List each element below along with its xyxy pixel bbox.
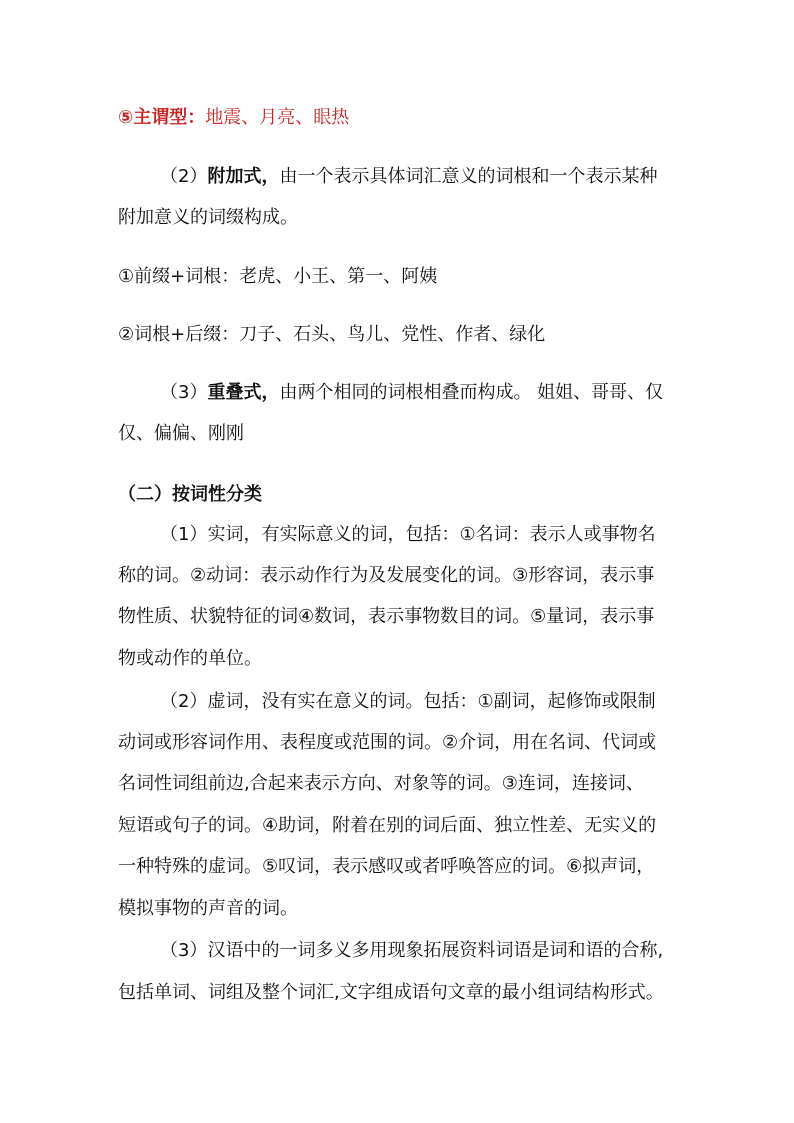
para1-line: 物或动作的单位。 xyxy=(118,648,262,669)
para1-line: （1）实词，有实际意义的词，包括：①名词：表示人或事物名 xyxy=(160,524,656,545)
reduplication-term: 重叠式， xyxy=(207,382,280,403)
para2-line: 模拟事物的声音的词。 xyxy=(118,898,298,919)
para2-line: 动词或形容词作用、表程度或范围的词。②介词，用在名词、代词或 xyxy=(118,732,657,753)
root-suffix-line: ②词根+后缀：刀子、石头、鸟儿、党性、作者、绿化 xyxy=(118,324,546,345)
reduplication-line-2: 仅、偏偏、刚刚 xyxy=(118,423,244,444)
para2-line: 短语或句子的词。④助词，附着在别的词后面、独立性差、无实义的 xyxy=(118,815,657,836)
para3-line: 包括单词、词组及整个词汇,文字组成语句文章的最小组词结构形式。 xyxy=(118,982,664,1003)
affix-form-text: 由一个表示具体词汇意义的词根和一个表示某种 xyxy=(279,166,658,187)
para1-line: 称的词。②动词：表示动作行为及发展变化的词。③形容词，表示事 xyxy=(118,565,655,586)
para2-line: 名词性词组前边,合起来表示方向、对象等的词。③连词，连接词、 xyxy=(118,773,644,794)
affix-form-term: 附加式， xyxy=(207,166,280,187)
para3-line: （3）汉语中的一词多义多用现象拓展资料词语是词和语的合称, xyxy=(160,940,664,961)
reduplication-text: 由两个相同的词根相叠而构成。 姐姐、哥哥、仅 xyxy=(279,382,664,403)
para2-line: 一种特殊的虚词。⑤叹词，表示感叹或者呼唤答应的词。⑥拟声词， xyxy=(118,856,655,877)
affix-form-num: （2） xyxy=(160,166,208,187)
prefix-root-line: ①前缀+词根：老虎、小王、第一、阿姨 xyxy=(118,266,438,287)
item-label: ⑤主谓型： xyxy=(118,107,206,128)
section-heading: （二）按词性分类 xyxy=(118,484,262,505)
affix-form-line-2: 附加意义的词缀构成。 xyxy=(118,207,298,228)
para2-line: （2）虚词，没有实在意义的词。包括：①副词，起修饰或限制 xyxy=(160,691,656,712)
item-examples: 地震、月亮、眼热 xyxy=(205,107,350,128)
item-subject-predicate xyxy=(118,106,349,130)
para1-line: 物性质、状貌特征的词④数词，表示事物数目的词。⑤量词，表示事 xyxy=(118,606,655,627)
reduplication-num: （3） xyxy=(160,382,208,403)
reduplication-line-1 xyxy=(160,381,663,405)
affix-form-line-1 xyxy=(160,165,657,189)
